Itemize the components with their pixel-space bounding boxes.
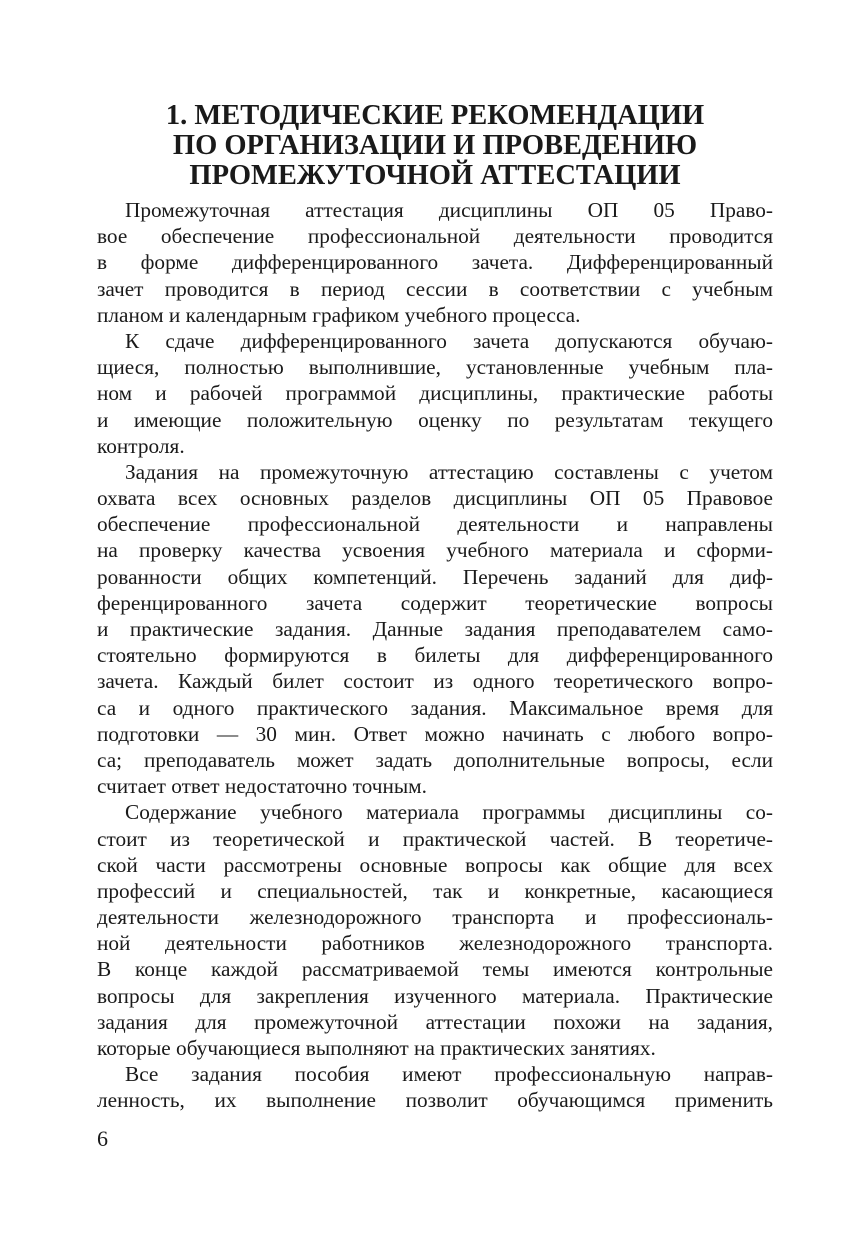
text-line: В конце каждой рассматриваемой темы имеются контрольные — [97, 957, 773, 982]
text-line: ской части рассмотрены основные вопросы как общие для всех — [97, 852, 773, 877]
text-line: ленность, их выполнение позволит обучающимся применить — [97, 1088, 773, 1113]
text-line: обеспечение профессиональной деятельности и направлены — [97, 512, 773, 537]
title-line: ПО ОРГАНИЗАЦИИ И ПРОВЕДЕНИЮ — [172, 130, 698, 161]
section-title — [97, 101, 773, 191]
text-line: Задания на промежуточную аттестацию составлены с учетом — [125, 459, 773, 484]
text-line: ференцированного зачета содержит теоретические вопросы — [97, 590, 773, 615]
text-line: профессий и специальностей, так и конкретные, касающиеся — [97, 878, 773, 903]
text-line: подготовки — 30 мин. Ответ можно начинать с любого вопро- — [97, 721, 773, 746]
text-line: стоит из теоретической и практической частей. В теоретиче- — [97, 826, 773, 851]
text-line: на проверку качества усвоения учебного материала и сформи- — [97, 538, 773, 563]
text-line: ном и рабочей программой дисциплины, практические работы — [97, 381, 773, 406]
text-line: щиеся, полностью выполнившие, установленные учебным пла- — [97, 355, 773, 380]
text-line: рованности общих компетенций. Перечень заданий для диф- — [97, 564, 773, 589]
text-line: са; преподаватель может задать дополнительные вопросы, если — [97, 747, 773, 772]
text-line: вое обеспечение профессиональной деятельности проводится — [97, 224, 773, 249]
text-line: и практические задания. Данные задания преподавателем само- — [97, 617, 773, 641]
text-line: ной деятельности работников железнодорожного транспорта. — [97, 931, 773, 956]
text-line: планом и календарным графиком учебного процесса. — [97, 302, 581, 327]
paragraph — [97, 459, 773, 799]
text-line: охвата всех основных разделов дисциплины ОП 05 Правовое — [97, 486, 773, 511]
text-line: зачета. Каждый билет состоит из одного теоретического вопро- — [97, 669, 773, 694]
text-line: Промежуточная аттестация дисциплины ОП 05 Право- — [125, 198, 773, 222]
text-line: стоятельно формируются в билеты для дифференцированного — [97, 643, 773, 668]
text-line: в форме дифференцированного зачета. Дифференцированный — [97, 250, 773, 275]
text-line: зачет проводится в период сессии в соответствии с учебным — [97, 276, 773, 301]
paragraph — [97, 799, 773, 1061]
text-line: которые обучающиеся выполняют на практических занятиях. — [97, 1036, 656, 1060]
paragraph — [97, 197, 773, 328]
text-line: Содержание учебного материала программы дисциплины со- — [125, 800, 773, 825]
paragraph — [97, 328, 773, 459]
text-line: вопросы для закрепления изученного материала. Практические — [97, 983, 773, 1008]
body-text — [97, 197, 773, 1114]
text-line: деятельности железнодорожного транспорта и профессиональ- — [97, 905, 773, 930]
text-line: Все задания пособия имеют профессиональную направ- — [125, 1062, 773, 1087]
text-line: считает ответ недостаточно точным. — [97, 774, 427, 799]
page-number: 6 — [97, 1126, 108, 1151]
paragraph — [97, 1061, 773, 1113]
text-line: и имеющие положительную оценку по результатам текущего — [97, 407, 773, 432]
title-line: 1. МЕТОДИЧЕСКИЕ РЕКОМЕНДАЦИИ — [165, 100, 705, 131]
text-line: задания для промежуточной аттестации похожи на задания, — [97, 1009, 773, 1034]
text-line: са и одного практического задания. Максимальное время для — [97, 695, 773, 720]
text-line: К сдаче дифференцированного зачета допускаются обучаю- — [125, 328, 773, 353]
title-line: ПРОМЕЖУТОЧНОЙ АТТЕСТАЦИИ — [189, 160, 681, 191]
text-line: контроля. — [97, 433, 185, 458]
